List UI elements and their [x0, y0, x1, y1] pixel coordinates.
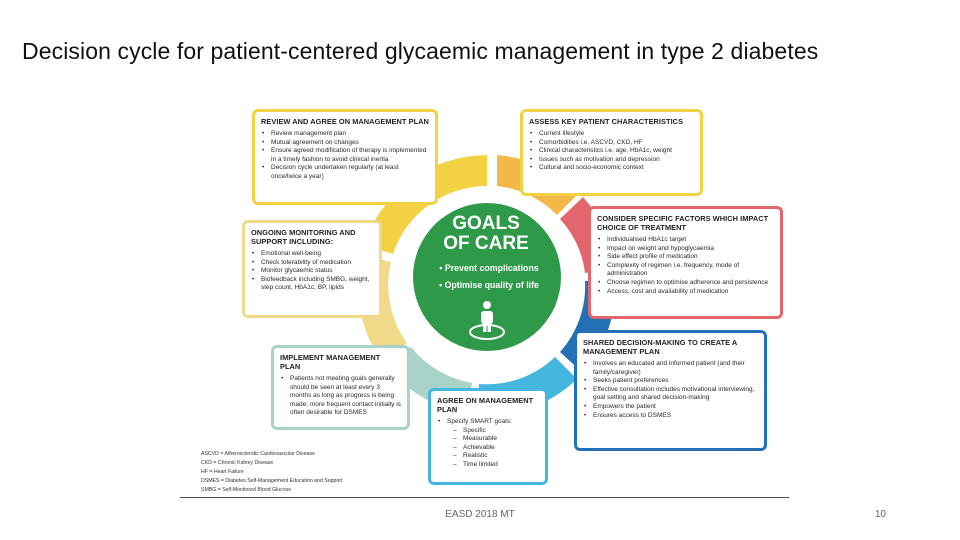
- footer-divider: [180, 497, 789, 498]
- goals-of-care-title: [427, 214, 545, 254]
- shared-decision-box: [574, 330, 767, 451]
- goals-title-line1: GOALS: [452, 213, 520, 234]
- list-item: • Emotional well-being: [251, 250, 373, 259]
- abbreviation-item: CKD = Chronic Kidney Disease: [201, 460, 274, 467]
- abbreviation-item: ASCVD = Atherosclerotic Cardiovascular Disease: [201, 451, 316, 457]
- list-item: • Involves an educated and informed patient (and their family/caregiver): [583, 360, 758, 377]
- list-item: • Issues such as motivation and depression: [529, 156, 694, 165]
- abbreviation-item: DSMES = Diabetes Self-Management Education and Support: [201, 478, 343, 485]
- list-item: • Current lifestyle: [529, 130, 694, 139]
- list-item: • Patients not meeting goals generally should be seen at least every 3 months as long as progress is being made; more frequent contact initially is often desirable for DSMES: [280, 375, 401, 418]
- list-item: • Impact on weight and hypoglycaemia: [597, 245, 774, 254]
- list-item: • Specify SMART goals:: [437, 418, 539, 427]
- list-item: • Decision cycle undertaken regularly (at least once/twice a year): [261, 164, 429, 181]
- list-item: • Individualised HbA1c target: [597, 236, 774, 245]
- assess-characteristics-box: [520, 109, 703, 196]
- abbreviation-item: HF = Heart Failure: [201, 469, 244, 476]
- footer-text: EASD 2018 MT: [445, 509, 515, 520]
- list-item: • Empowers the patient: [583, 403, 758, 412]
- list-item: – Specific: [437, 427, 539, 436]
- review-plan-box: [252, 109, 438, 205]
- slide-title: Decision cycle for patient-centered glycaemic management in type 2 diabetes: [22, 38, 819, 64]
- list-item: • Review management plan: [261, 130, 429, 139]
- list-item: • Mutual agreement on changes: [261, 139, 429, 148]
- abbreviations-legend: [201, 450, 371, 495]
- list-item: • Effective consultation includes motivational interviewing, goal setting and shared decision-making: [583, 386, 758, 403]
- list-item: • Biofeedback including SMBG, weight, step count, HbA1c, BP, lipids: [251, 276, 373, 293]
- goal-optimise-quality: • Optimise quality of life: [439, 280, 539, 290]
- list-item: • Access, cost and availability of medication: [597, 288, 774, 297]
- review-plan-title: REVIEW AND AGREE ON MANAGEMENT PLAN: [261, 117, 429, 126]
- abbreviation-item: SMBG = Self-Monitored Blood Glucose: [201, 487, 292, 494]
- implement-plan-title: IMPLEMENT MANAGEMENT PLAN: [280, 353, 381, 371]
- goal-prevent-complications: • Prevent complications: [439, 263, 539, 273]
- list-item: • Ensures access to DSMES: [583, 412, 758, 421]
- list-item: • Clinical characteristics i.e. age, HbA1c, weight: [529, 147, 694, 156]
- list-item: • Side effect profile of medication: [597, 253, 774, 262]
- assess-characteristics-title: ASSESS KEY PATIENT CHARACTERISTICS: [529, 117, 684, 126]
- implement-plan-box: [271, 345, 410, 430]
- list-item: – Time limited: [437, 461, 539, 470]
- list-item: – Measurable: [437, 435, 539, 444]
- list-item: • Comorbidities i.e. ASCVD, CKD, HF: [529, 139, 694, 148]
- consider-factors-box: [588, 206, 783, 319]
- list-item: – Realistic: [437, 452, 539, 461]
- list-item: • Ensure agreed modification of therapy is implemented in a timely fashion to avoid clinical inertia: [261, 147, 429, 164]
- list-item: • Cultural and socio-economic context: [529, 164, 694, 173]
- goals-title-line2: OF CARE: [443, 233, 529, 254]
- list-item: • Choose regimen to optimise adherence and persistence: [597, 279, 774, 288]
- shared-decision-title: SHARED DECISION-MAKING TO CREATE A MANAGEMENT PLAN: [583, 338, 738, 356]
- list-item: • Seeks patient preferences: [583, 377, 758, 386]
- agree-plan-box: [428, 388, 548, 485]
- page-number: 10: [874, 509, 886, 520]
- ongoing-monitoring-box: [242, 220, 382, 318]
- list-item: • Check tolerability of medication: [251, 259, 373, 268]
- consider-factors-title: CONSIDER SPECIFIC FACTORS WHICH IMPACT CHOICE OF TREATMENT: [597, 214, 769, 232]
- list-item: – Achievable: [437, 444, 539, 453]
- ongoing-monitoring-title: ONGOING MONITORING AND SUPPORT INCLUDING:: [251, 228, 356, 246]
- agree-plan-title: AGREE ON MANAGEMENT PLAN: [437, 396, 534, 414]
- list-item: • Monitor glycaemic status: [251, 267, 373, 276]
- list-item: • Complexity of regimen i.e. frequency, mode of administration: [597, 262, 774, 279]
